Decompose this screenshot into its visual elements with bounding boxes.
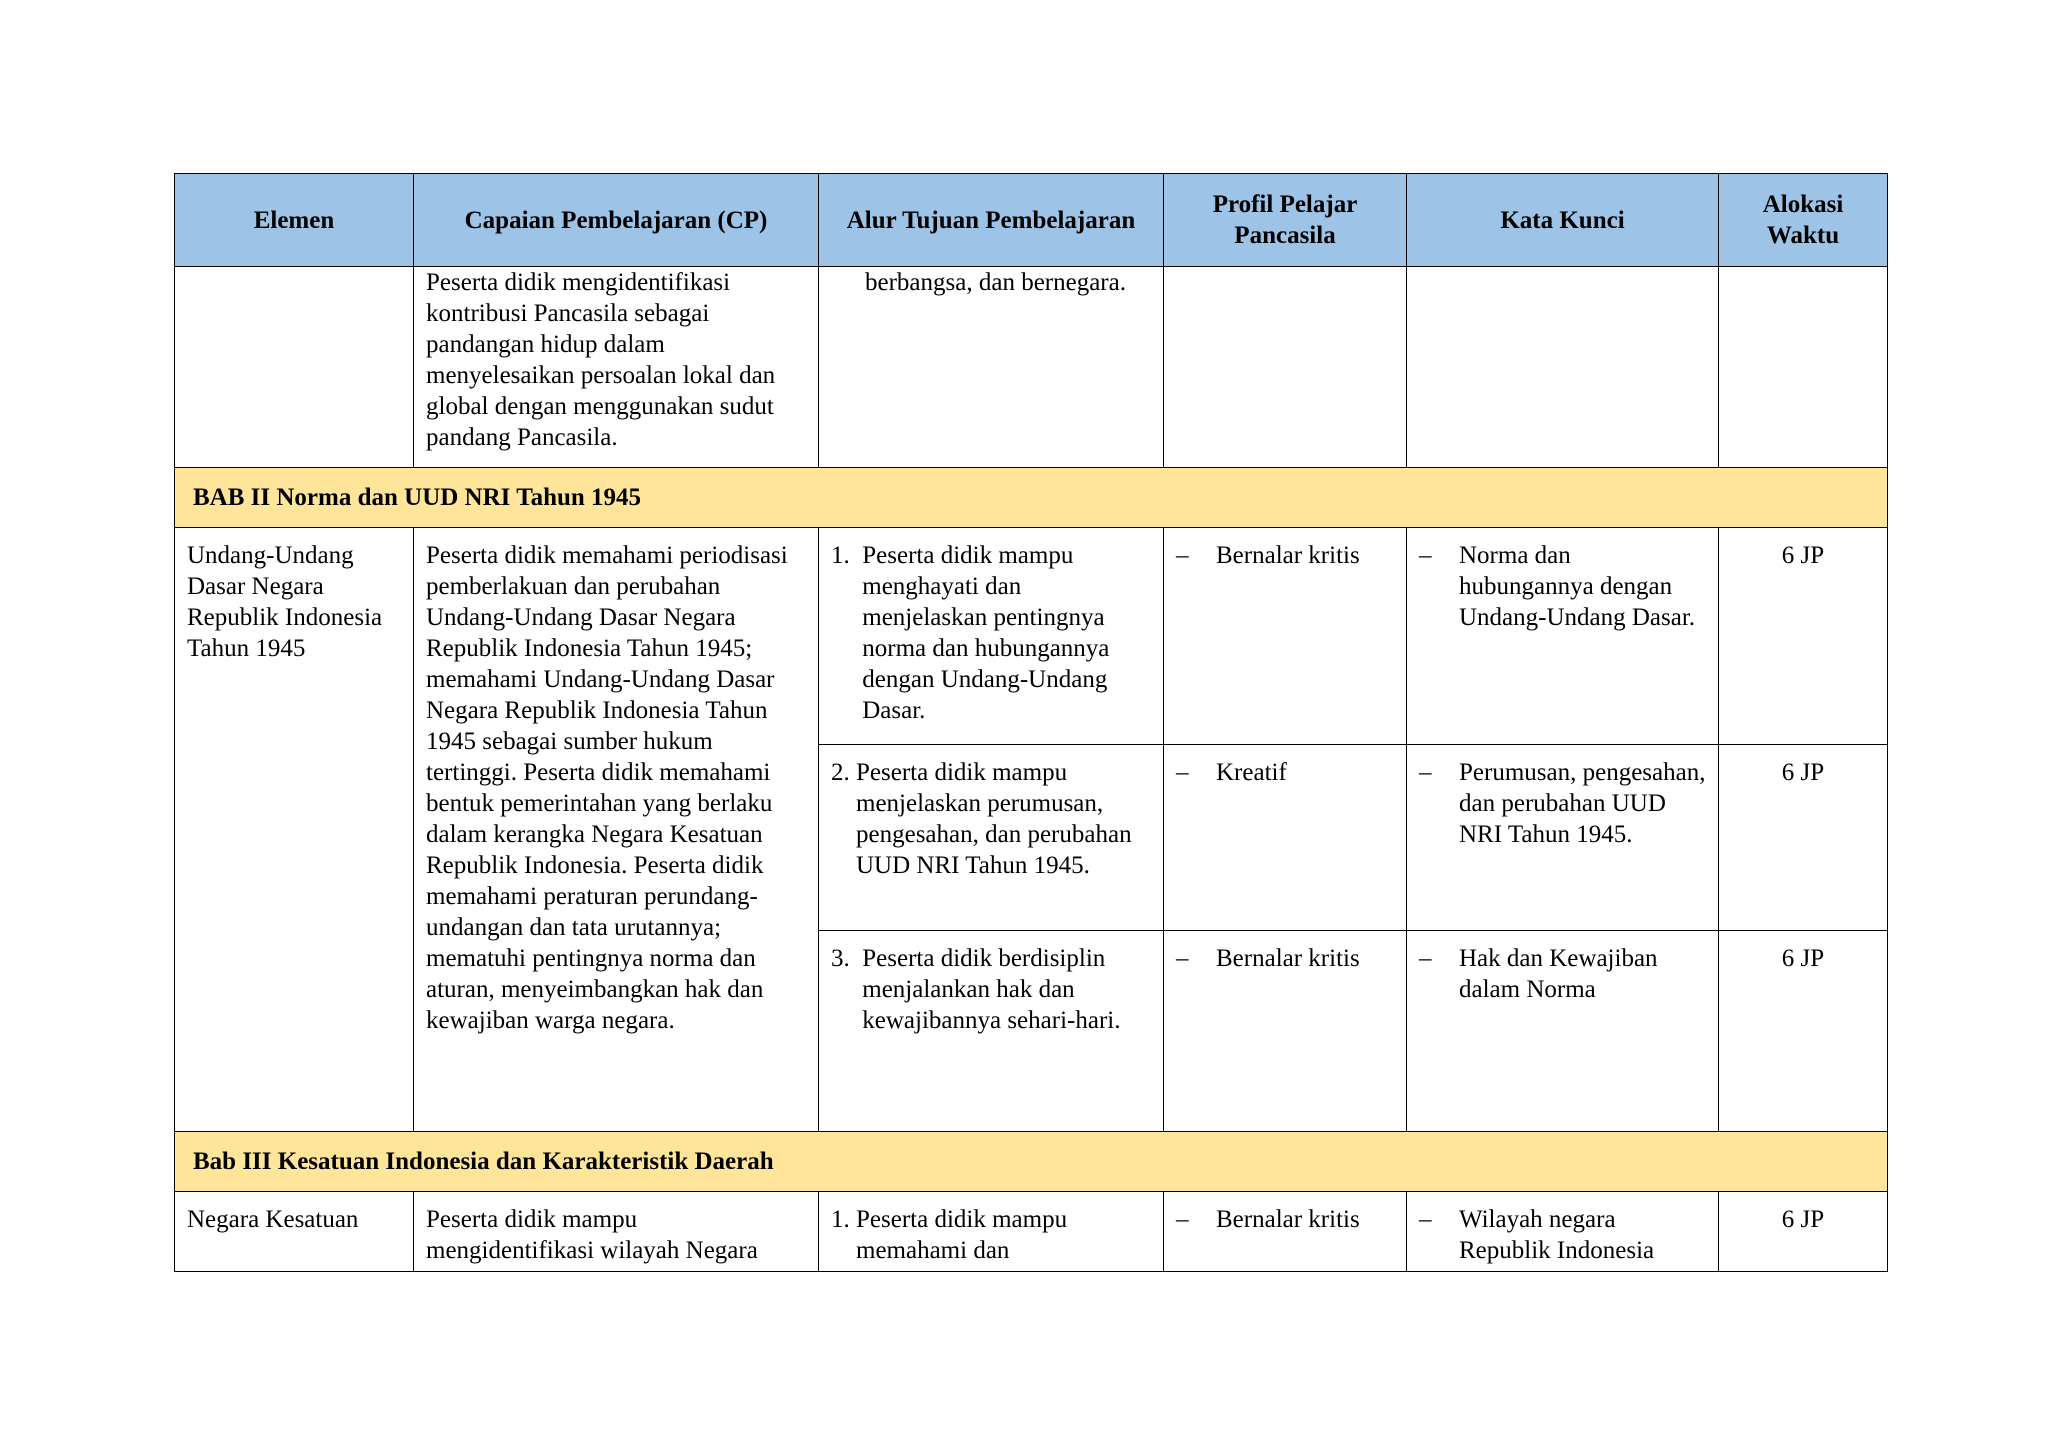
cell-kata-kunci bbox=[1407, 745, 1719, 931]
header-elemen: Elemen bbox=[175, 174, 414, 267]
item-number: 2. bbox=[831, 759, 856, 786]
kata-kunci-text: Wilayah negara Republik Indonesia bbox=[1459, 1206, 1655, 1264]
cell-kata-kunci bbox=[1407, 931, 1719, 1132]
cell-cp: Peserta didik mampu mengidentifikasi wilayah Negara bbox=[414, 1192, 819, 1272]
cell-elemen: Negara Kesatuan bbox=[175, 1192, 414, 1272]
atp-text: Peserta didik mampu menghayati dan menjelaskan pentingnya norma dan hubungannya dengan Undang-Undang Dasar. bbox=[862, 542, 1110, 724]
cell-cp: Peserta didik mengidentifikasi kontribusi Pancasila sebagai pandangan hidup dalam menyelesaikan persoalan lokal dan global dengan menggunakan sudut pandang Pancasila. bbox=[414, 267, 819, 468]
cell-profil bbox=[1164, 745, 1407, 931]
cell-profil bbox=[1164, 528, 1407, 745]
cell-alokasi: 6 JP bbox=[1719, 931, 1888, 1132]
header-capaian-pembelajaran: Capaian Pembelajaran (CP) bbox=[414, 174, 819, 267]
dash-bullet: – bbox=[1176, 759, 1189, 786]
kata-kunci-text: Norma dan hubungannya dengan Undang-Undang Dasar. bbox=[1459, 542, 1696, 631]
section-title: BAB II Norma dan UUD NRI Tahun 1945 bbox=[175, 468, 1888, 528]
item-number: 1. bbox=[831, 542, 863, 569]
dash-bullet: – bbox=[1176, 542, 1189, 569]
cell-profil bbox=[1164, 1192, 1407, 1272]
curriculum-table bbox=[174, 173, 1888, 1272]
cell-alokasi: 6 JP bbox=[1719, 745, 1888, 931]
section-heading-bab-3 bbox=[175, 1132, 1888, 1192]
cell-atp bbox=[819, 1192, 1164, 1272]
cell-elemen bbox=[175, 267, 414, 468]
cell-alokasi: 6 JP bbox=[1719, 528, 1888, 745]
kata-kunci-text: Hak dan Kewajiban dalam Norma bbox=[1459, 945, 1658, 1003]
cell-kata-kunci bbox=[1407, 528, 1719, 745]
table-row-continuation bbox=[175, 267, 1888, 468]
cell-atp bbox=[819, 528, 1164, 745]
item-number: 1. bbox=[831, 1206, 856, 1233]
dash-bullet: – bbox=[1419, 945, 1432, 972]
kata-kunci-text: Perumusan, pengesahan, dan perubahan UUD NRI Tahun 1945. bbox=[1459, 759, 1706, 848]
section-title: Bab III Kesatuan Indonesia dan Karakteristik Daerah bbox=[175, 1132, 1888, 1192]
cell-kata-kunci bbox=[1407, 267, 1719, 468]
dash-bullet: – bbox=[1419, 759, 1432, 786]
cell-alokasi bbox=[1719, 267, 1888, 468]
dash-bullet: – bbox=[1419, 1206, 1432, 1233]
atp-text: Peserta didik mampu menjelaskan perumusan, pengesahan, dan perubahan UUD NRI Tahun 1945. bbox=[856, 759, 1132, 879]
item-number: 3. bbox=[831, 945, 863, 972]
dash-bullet: – bbox=[1176, 945, 1189, 972]
atp-text: Peserta didik mampu memahami dan bbox=[856, 1206, 1068, 1264]
table-row bbox=[175, 528, 1888, 745]
section-heading-bab-2 bbox=[175, 468, 1888, 528]
profil-text: Bernalar kritis bbox=[1216, 1206, 1360, 1233]
cell-kata-kunci bbox=[1407, 1192, 1719, 1272]
profil-text: Bernalar kritis bbox=[1216, 945, 1360, 972]
header-alokasi-waktu: Alokasi Waktu bbox=[1719, 174, 1888, 267]
table-row bbox=[175, 1192, 1888, 1272]
header-row bbox=[175, 174, 1888, 267]
cell-elemen: Undang-Undang Dasar Negara Republik Indonesia Tahun 1945 bbox=[175, 528, 414, 1132]
cell-atp bbox=[819, 931, 1164, 1132]
cell-atp bbox=[819, 745, 1164, 931]
dash-bullet: – bbox=[1419, 542, 1432, 569]
header-kata-kunci: Kata Kunci bbox=[1407, 174, 1719, 267]
header-alur-tujuan: Alur Tujuan Pembelajaran bbox=[819, 174, 1164, 267]
atp-text: berbangsa, dan bernegara. bbox=[865, 269, 1126, 296]
cell-profil bbox=[1164, 931, 1407, 1132]
profil-text: Bernalar kritis bbox=[1216, 542, 1360, 569]
header-profil-pelajar: Profil Pelajar Pancasila bbox=[1164, 174, 1407, 267]
cell-alokasi: 6 JP bbox=[1719, 1192, 1888, 1272]
profil-text: Kreatif bbox=[1216, 759, 1287, 786]
cell-profil bbox=[1164, 267, 1407, 468]
cell-atp bbox=[819, 267, 1164, 468]
atp-text: Peserta didik berdisiplin menjalankan hak dan kewajibannya sehari-hari. bbox=[862, 945, 1121, 1034]
cell-cp: Peserta didik memahami periodisasi pemberlakuan dan perubahan Undang-Undang Dasar Negara Republik Indonesia Tahun 1945; memahami Undang-Undang Dasar Negara Republik Indonesia Tahun 1945 sebagai sumber hukum tertinggi. Peserta didik memahami bentuk pemerintahan yang berlaku dalam kerangka Negara Kesatuan Republik Indonesia. Peserta didik memahami peraturan perundang-undangan dan tata urutannya; mematuhi pentingnya norma dan aturan, menyeimbangkan hak dan kewajiban warga negara. bbox=[414, 528, 819, 1132]
dash-bullet: – bbox=[1176, 1206, 1189, 1233]
